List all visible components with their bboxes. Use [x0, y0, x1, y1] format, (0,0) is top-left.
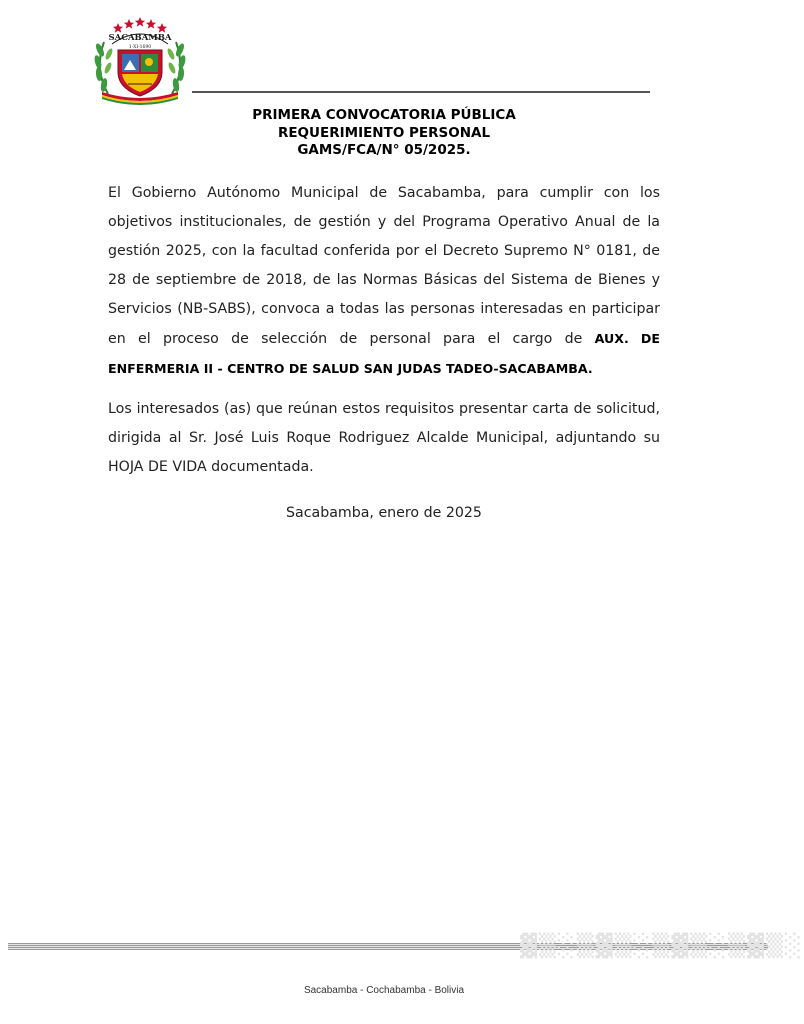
heading-line-1: PRIMERA CONVOCATORIA PÚBLICA: [252, 107, 516, 123]
emblem-founded: 1-XI-1690: [128, 45, 152, 50]
laurel-right-icon: [166, 42, 187, 94]
document-heading: [108, 107, 660, 160]
announcement-text: El Gobierno Autónomo Municipal de Sacabamba, para cumplir con los objetivos institucionales, de gestión y del Programa Operativo Anual de la gestión 2025, con la facultad conferida por el Decreto Supremo N° 0181, de 28 de septiembre de 2018, de las Normas Básicas del Sistema de Bienes y Servicios (NB-SABS), convoca a todas las personas interesadas en participar en el proceso de selección de personal para el cargo de: [108, 185, 660, 347]
shield-icon: [118, 50, 162, 96]
place-and-date: Sacabamba, enero de 2025: [286, 505, 482, 521]
footer-watermark-pattern: ▓▒░▒▓▒░▒▓▒░▒▓▒░: [520, 934, 804, 959]
footer-location: Sacabamba - Cochabamba - Bolivia: [303, 985, 465, 996]
heading-line-3: GAMS/FCA/N° 05/2025.: [297, 142, 471, 158]
laurel-left-icon: [93, 42, 114, 94]
announcement-paragraph: [108, 179, 660, 384]
stars-icon: [113, 17, 167, 33]
position-title: AUX. DE ENFERMERIA II - CENTRO DE SALUD SAN JUDAS TADEO-SACABAMBA.: [108, 331, 660, 376]
requirements-paragraph: Los interesados (as) que reúnan estos requisitos presentar carta de solicitud, dirigida al Sr. José Luis Roque Rodriguez Alcalde Municipal, adjuntando su HOJA DE VIDA documentada.: [108, 401, 660, 475]
emblem-name: SACABAMBA: [108, 33, 172, 43]
heading-line-2: REQUERIMIENTO PERSONAL: [277, 124, 491, 141]
municipal-coat-of-arms: [88, 14, 192, 100]
header-divider: [192, 91, 650, 93]
